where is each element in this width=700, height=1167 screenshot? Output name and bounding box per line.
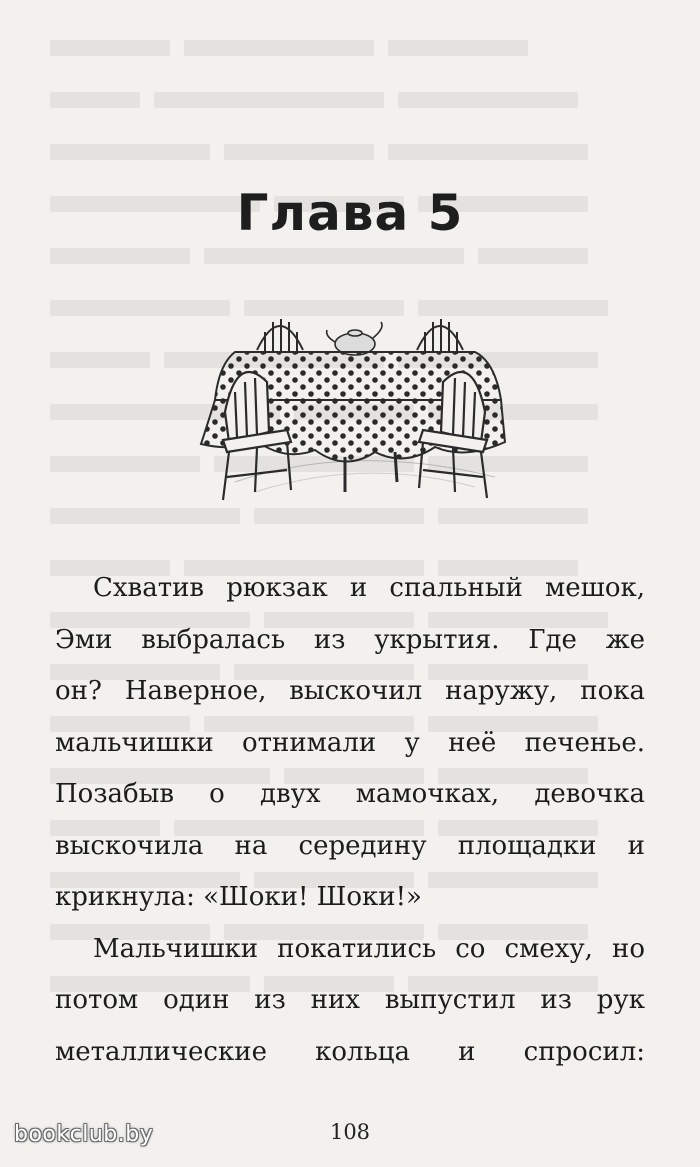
text-line: он? Наверное, выскочил наружу, пока [55,676,645,706]
chapter-title: Глава 5 [236,184,464,242]
page-number: 108 [329,1120,371,1144]
table-with-chairs-icon [195,292,515,507]
text-line: крикнула: «Шоки! Шоки!» [55,882,422,912]
text-line: Схватив рюкзак и спальный мешок, [93,573,645,603]
watermark-logo: bookclub.by [14,1122,154,1147]
text-line: металлические кольца и спросил: [55,1036,645,1067]
text-line: потом один из них выпустил из рук [55,985,645,1015]
text-line: Позабыв о двух мамочках, девочка [55,779,645,809]
body-text [55,563,645,1078]
text-line: Мальчишки покатились со смеху, но [93,933,645,964]
text-line: Эми выбралась из укрытия. Где же [55,624,645,655]
text-line: мальчишки отнимали у неё печенье. [55,727,645,758]
text-line: выскочила на середину площадки и [55,830,645,861]
